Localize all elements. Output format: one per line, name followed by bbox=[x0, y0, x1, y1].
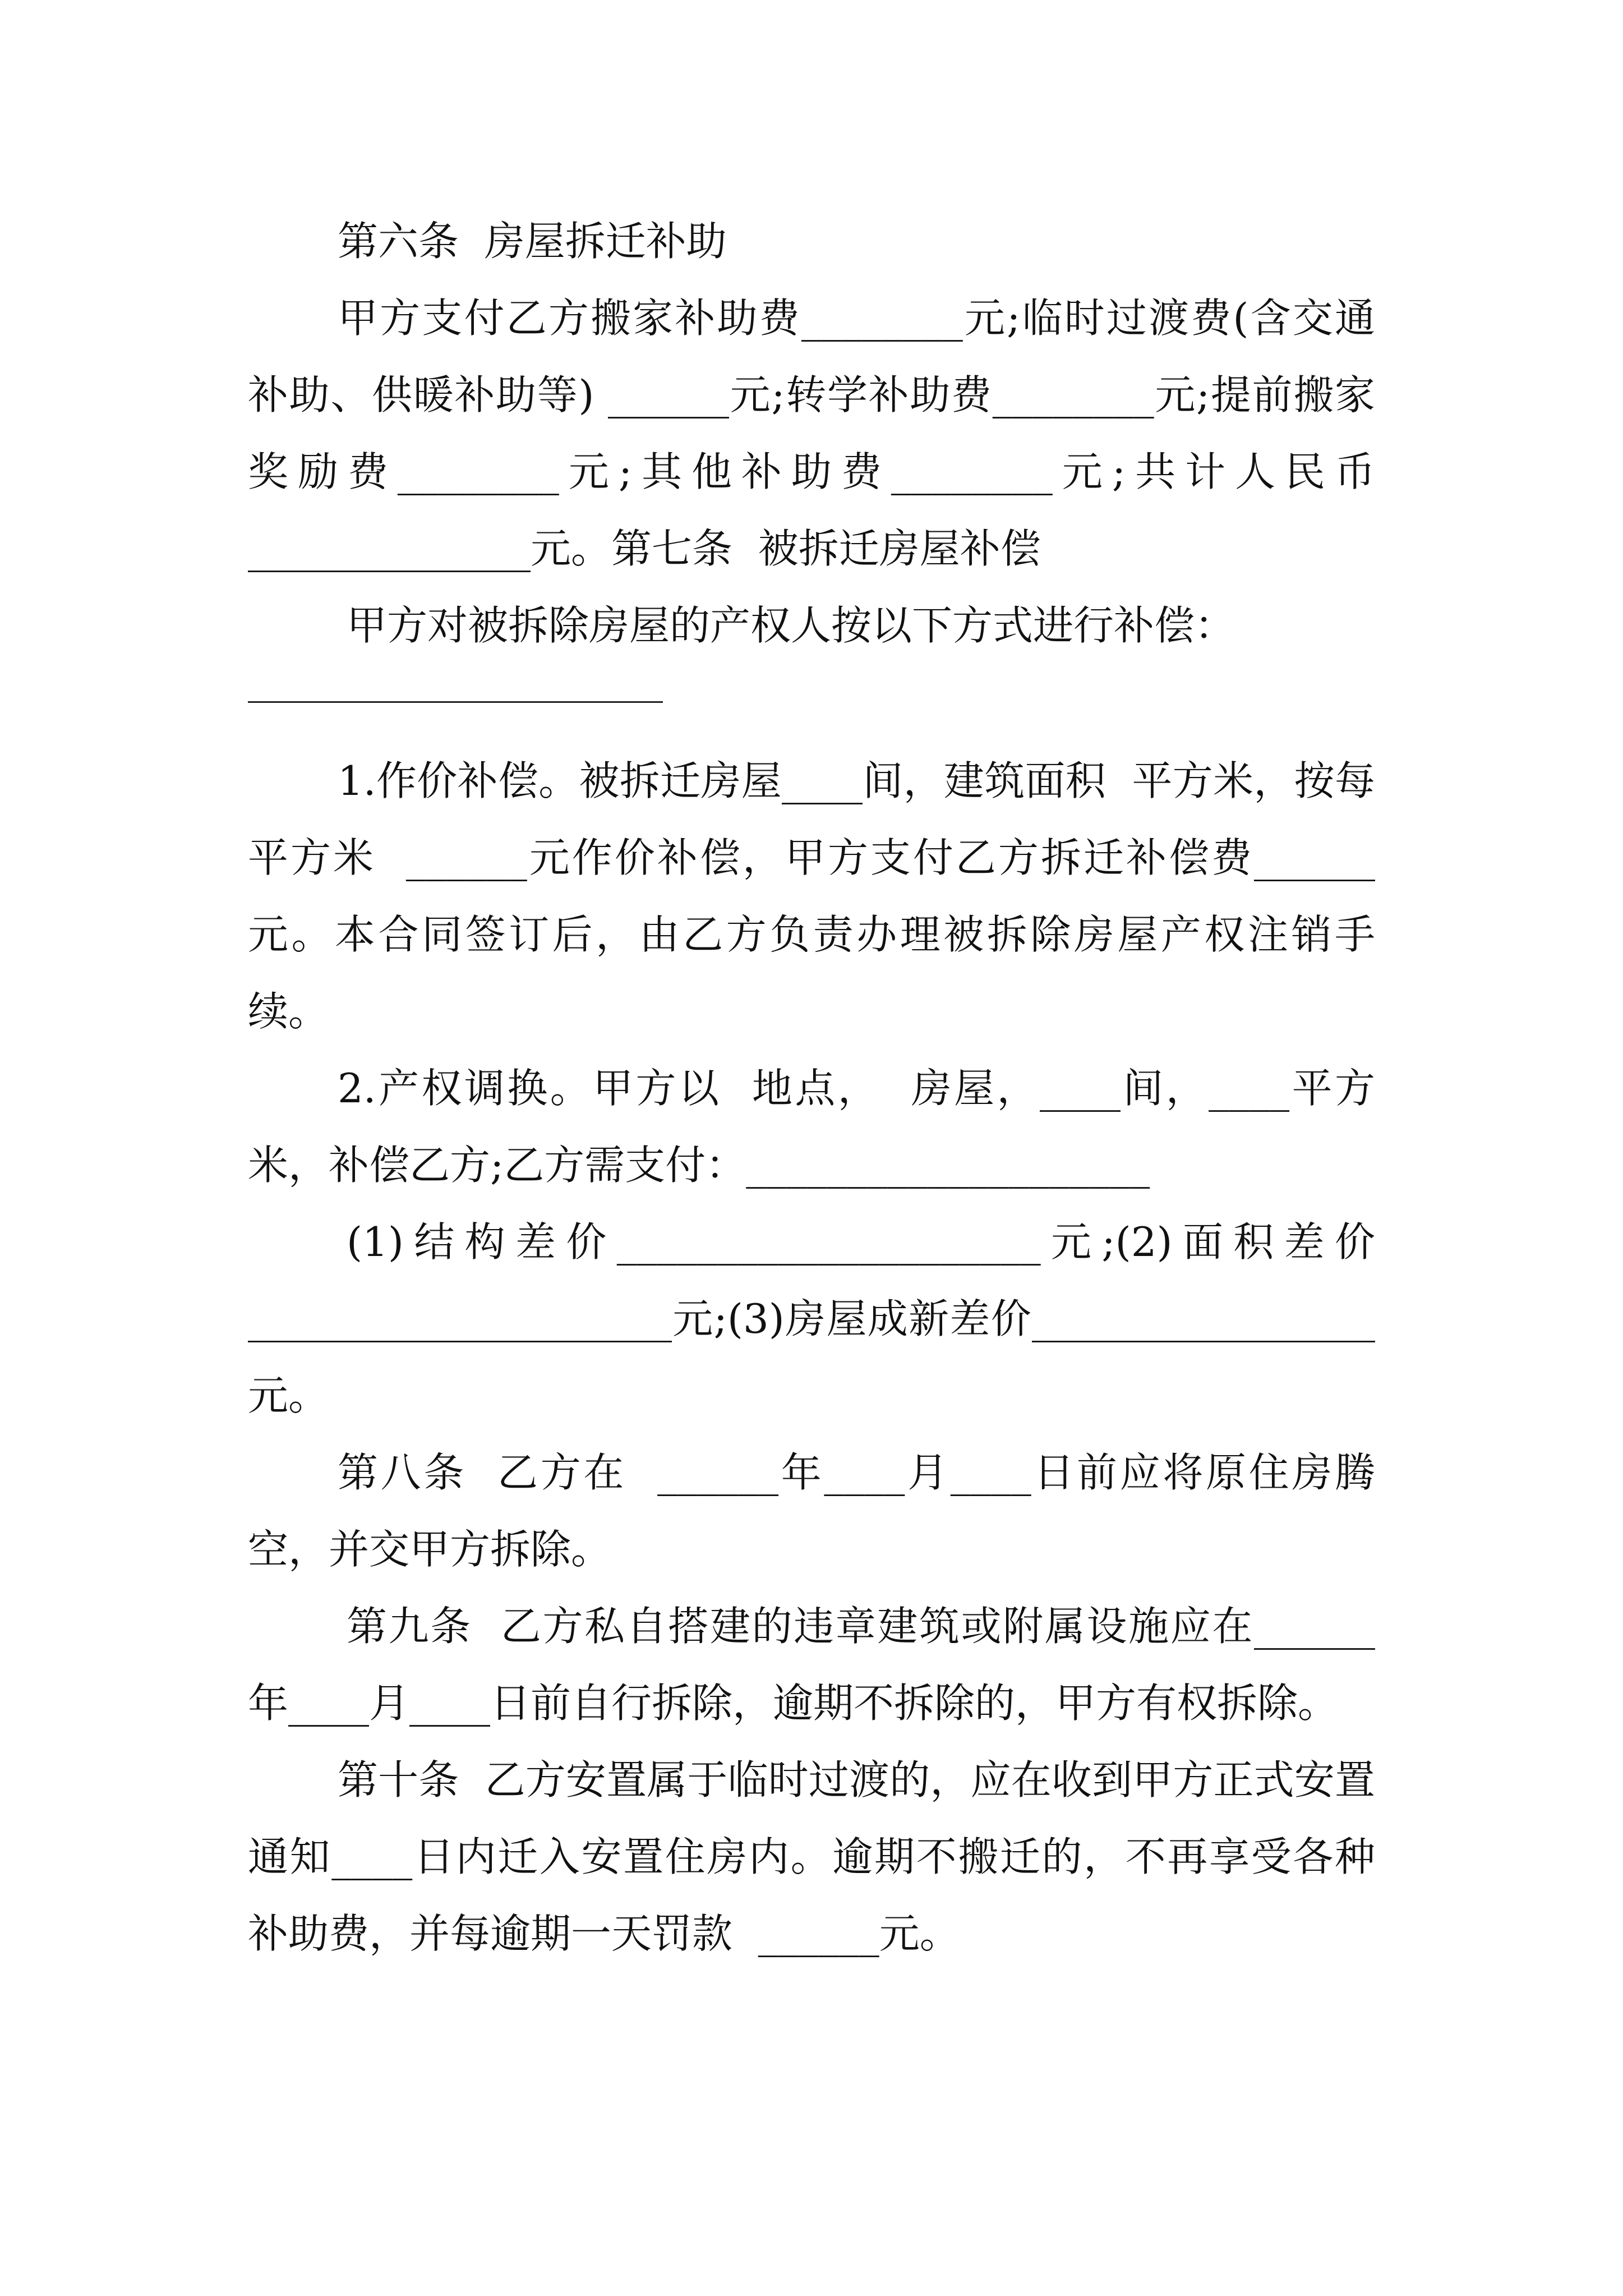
article-7-item-1: 1.作价补偿。被拆迁房屋____间，建筑面积 平方米，按每平方米 ______元作价补偿，甲方支付乙方拆迁补偿费______元。本合同签订后，由乙方负责办理被拆除房屋产权注销手续。 bbox=[248, 757, 1375, 1035]
article-7-item-2: 2.产权调换。甲方以 地点， 房屋，____间，____平方米，补偿乙方;乙方需支付：____________________ bbox=[248, 1065, 1375, 1189]
document-body bbox=[248, 203, 1375, 1972]
fill-in-blank-line bbox=[248, 664, 1375, 743]
article-6-body: 甲方支付乙方搬家补助费________元;临时过渡费(含交通补助、供暖补助等) ______元;转学补助费________元;提前搬家奖励费________元;其他补助费________元;共计人民币______________元。第七条 被拆迁房屋补偿 bbox=[248, 295, 1375, 572]
article-8: 第八条 乙方在 ______年____月____日前应将原住房腾空，并交甲方拆除。 bbox=[248, 1449, 1375, 1573]
blank-underline bbox=[248, 701, 663, 703]
article-6-heading: 第六条 房屋拆迁补助 bbox=[338, 218, 727, 265]
article-7-item-2-differences: (1)结构差价_____________________元;(2)面积差价_____________________元;(3)房屋成新差价_________________元。 bbox=[248, 1218, 1375, 1419]
article-7-intro: 甲方对被拆除房屋的产权人按以下方式进行补偿： bbox=[347, 602, 1235, 649]
article-10: 第十条 乙方安置属于临时过渡的，应在收到甲方正式安置通知____日内迁入安置住房内。逾期不搬迁的，不再享受各种补助费，并每逾期一天罚款 ______元。 bbox=[248, 1756, 1375, 1957]
article-9: 第九条 乙方私自搭建的违章建筑或附属设施应在______年____月____日前自行拆除，逾期不拆除的，甲方有权拆除。 bbox=[248, 1603, 1375, 1727]
